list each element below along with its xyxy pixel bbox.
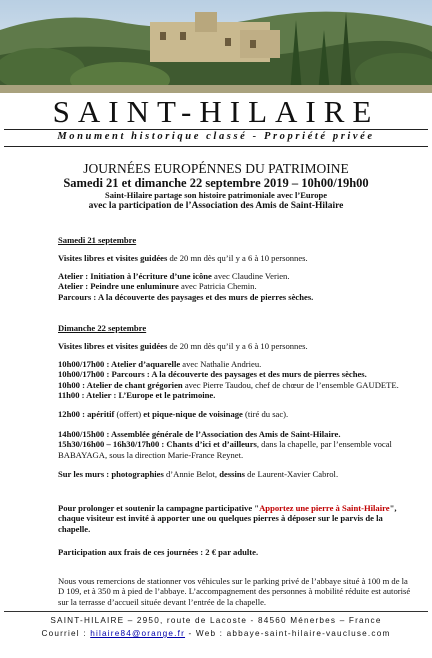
chants-line: 15h30/16h00 – 16h30/17h00 : Chants d’ici et d’ailleurs, dans la chapelle, par l’ensemble vocal BABAYAGA, sous la direction Marie-France Reynet. (58, 439, 392, 460)
walls-line: Sur les murs : photographies d’Annie Belot, dessins de Laurent-Xavier Cabrol. (58, 469, 339, 480)
sunday-heading: Dimanche 22 septembre (58, 323, 147, 333)
campaign-name: Apportez une pierre à Saint-Hilaire (259, 503, 390, 513)
divider (4, 611, 428, 612)
sunday-section (58, 323, 408, 479)
email-link[interactable]: hilaire84@orange.fr (90, 629, 186, 638)
event-partner: avec la participation de l’Association des Amis de Saint-Hilaire (88, 201, 344, 211)
fee-line: Participation aux frais de ces journées : 2 € par adulte. (58, 547, 259, 557)
sunday-visits: Visites libres et visites guidées de 20 mn dès qu’il y a 6 à 10 personnes. (58, 341, 308, 352)
list-item: Atelier : Initiation à l’écriture d’une icône avec Claudine Verien. (58, 270, 290, 281)
footer-contact: Courriel : hilaire84@orange.fr - Web : abbaye-saint-hilaire-vaucluse.com (41, 629, 391, 638)
event-title: JOURNÉES EUROPÉNNES DU PATRIMOINE (83, 161, 349, 176)
event-tagline: Saint-Hilaire partage son histoire patrimoniale avec l’Europe (105, 190, 327, 200)
list-item: 10h00/17h00 : Parcours : A la découverte des paysages et des murs de pierres sèches. (58, 369, 367, 380)
divider (4, 146, 428, 147)
list-item: 10h00 : Atelier de chant grégorien avec Pierre Taudou, chef de chœur de l’ensemble GAUDETE. (58, 379, 399, 390)
header-photo (0, 0, 432, 93)
parking-paragraph: Nous vous remercions de stationner vos véhicules sur le parking privé de l’abbaye situé à 100 m de la D 109, et à 350 m à pied de l’abbaye. L’accompagnement des personnes à mobilité réduite est autorisé sur la terrasse d’accueil située devant l’entrée de la chapelle. (58, 576, 411, 607)
list-item: Atelier : Peindre une enluminure avec Patricia Chemin. (58, 281, 257, 292)
event-dates: Samedi 21 et dimanche 22 septembre 2019 – 10h00/19h00 (63, 176, 369, 190)
event-heading (0, 161, 432, 212)
campaign-paragraph: Pour prolonger et soutenir la campagne participative "Apportez une pierre à Saint-Hilaire", chaque visiteur est invité à apporter une ou quelques pierres à déposer sur le parvis de la chapelle. (58, 503, 397, 534)
saturday-heading: Samedi 21 septembre (58, 235, 137, 245)
aperitif-line: 12h00 : apéritif (offert) et pique-nique de voisinage (tiré du sac). (58, 409, 289, 420)
saturday-section (58, 235, 408, 302)
footer-address: SAINT-HILAIRE – 2950, route de Lacoste - 84560 Ménerbes – France (50, 616, 382, 625)
assembly-line: 14h00/15h00 : Assemblée générale de l’Association des Amis de Saint-Hilaire. (58, 428, 341, 439)
page-subtitle: Monument historique classé - Propriété privée (57, 131, 375, 142)
saturday-visits: Visites libres et visites guidées de 20 mn dès qu’il y a 6 à 10 personnes. (58, 253, 308, 264)
list-item: 11h00 : Atelier : L’Europe et le patrimoine. (58, 390, 216, 401)
page-title: SAINT-HILAIRE (52, 94, 380, 129)
list-item: 10h00/17h00 : Atelier d’aquarelle avec Nathalie Andrieu. (58, 358, 262, 369)
list-item: Parcours : A la découverte des paysages et des murs de pierres sèches. (58, 291, 314, 302)
